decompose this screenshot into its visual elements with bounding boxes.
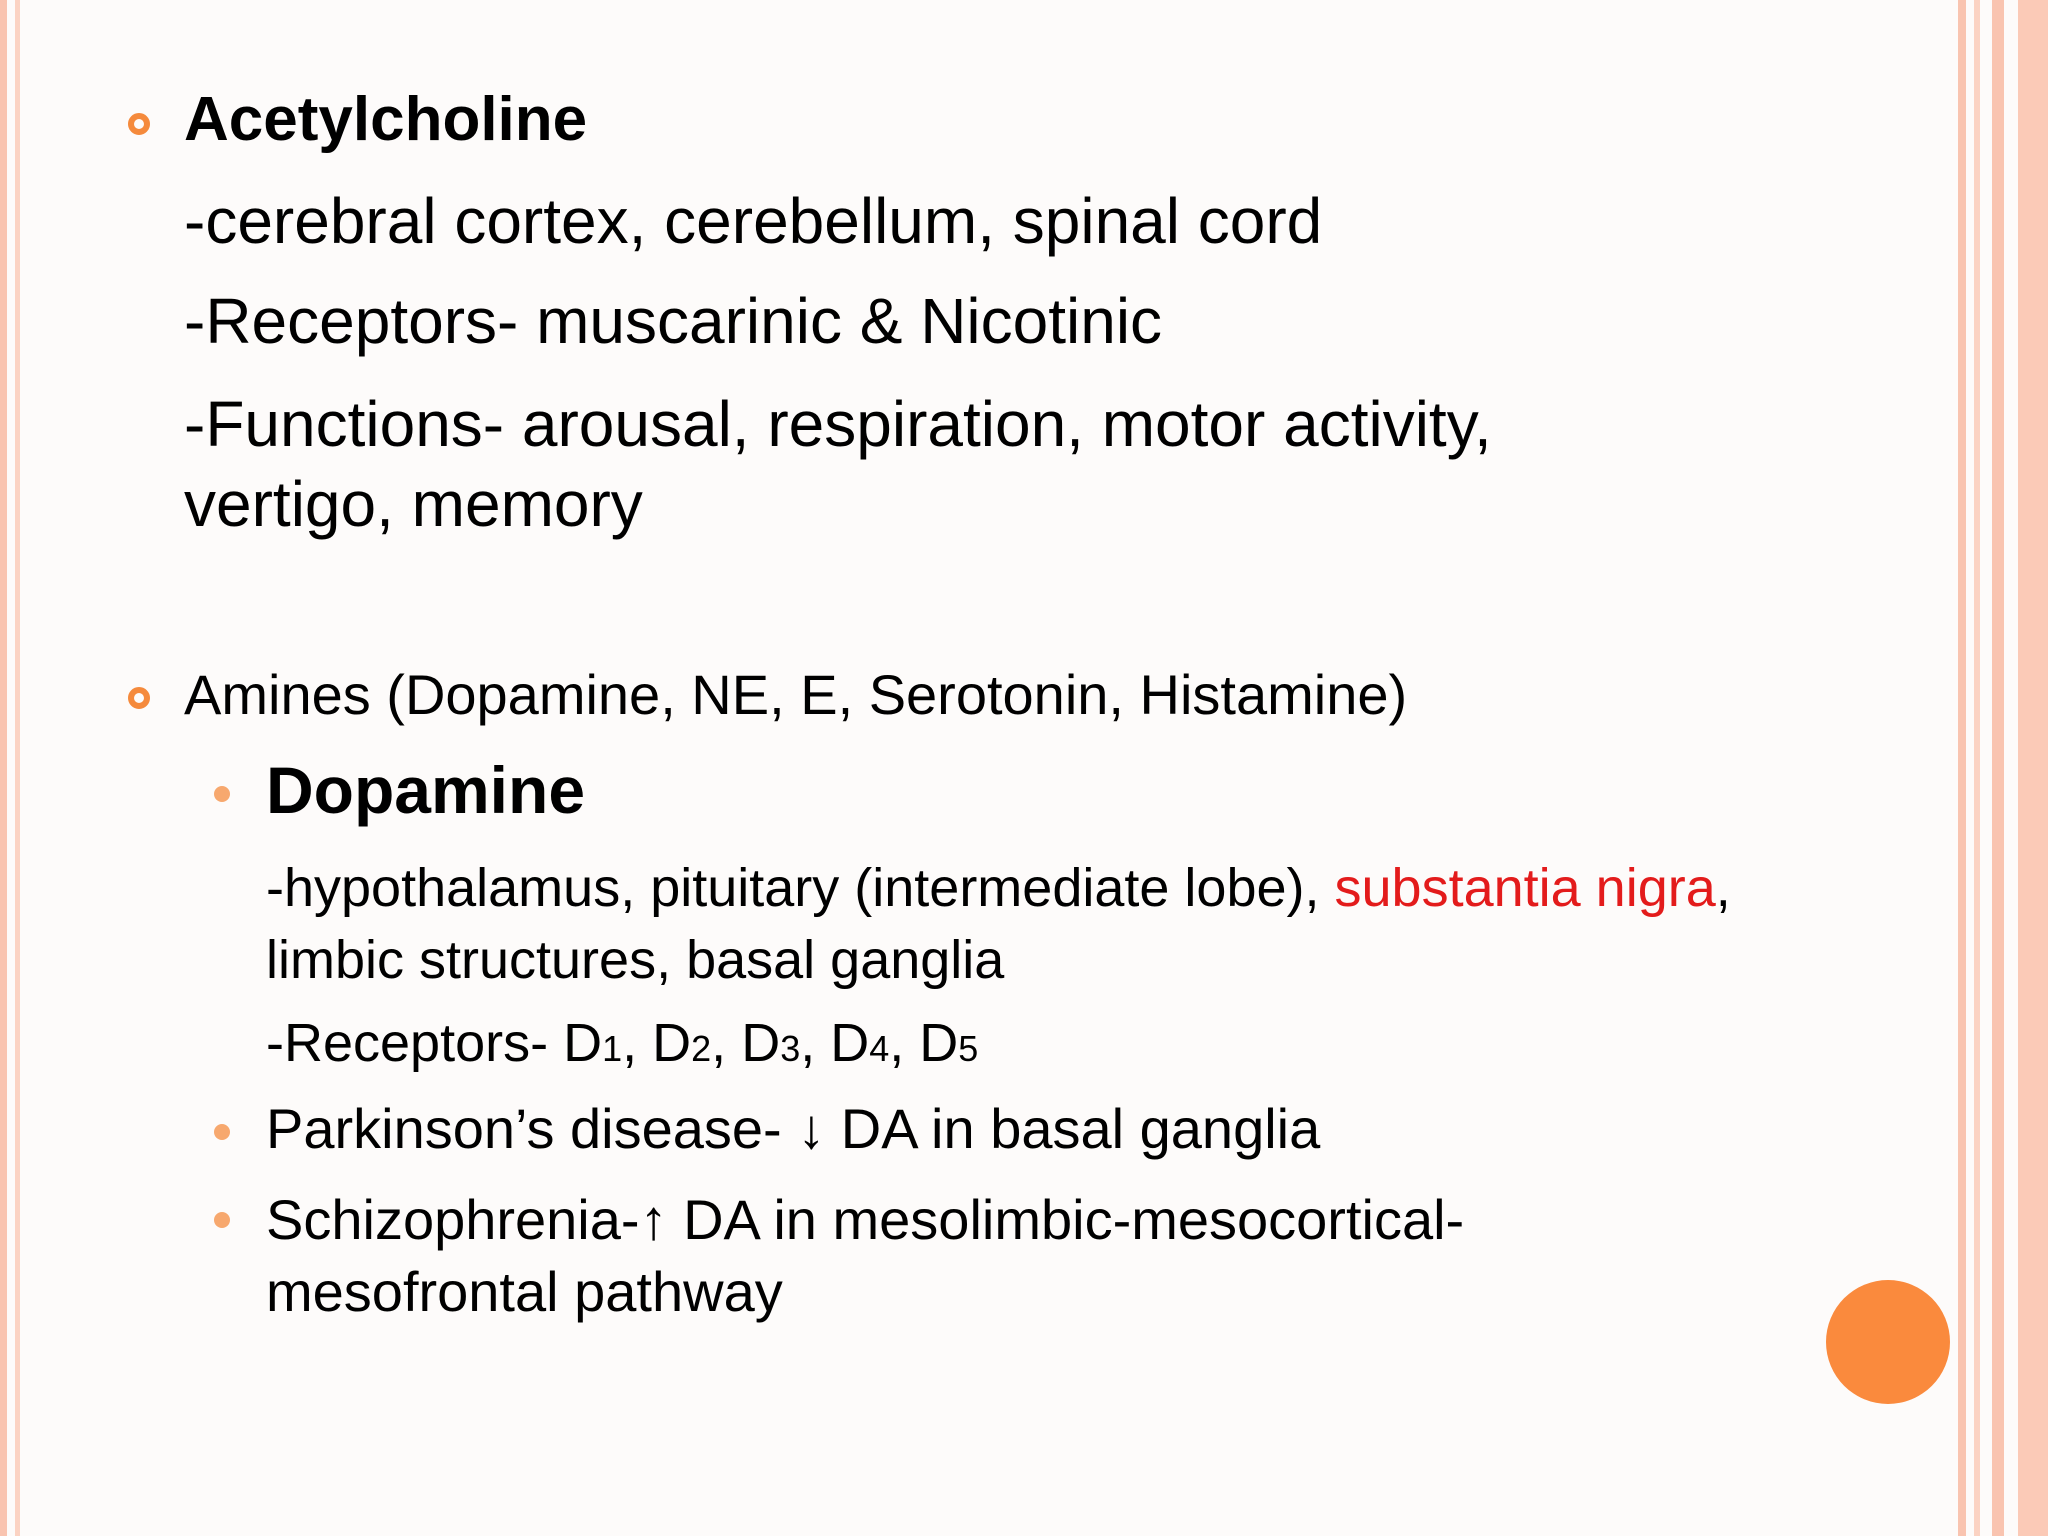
receptor-letter: D bbox=[563, 1013, 603, 1073]
right-border-stripe bbox=[1958, 0, 1966, 1536]
dot-bullet-icon bbox=[214, 786, 230, 802]
acetylcholine-locations: -cerebral cortex, cerebellum, spinal cord bbox=[184, 185, 1323, 257]
right-border-stripe bbox=[1992, 0, 2004, 1536]
substantia-nigra-highlight: substantia nigra bbox=[1334, 858, 1716, 918]
acetylcholine-receptors: -Receptors- muscarinic & Nicotinic bbox=[184, 285, 1163, 357]
dot-bullet-icon bbox=[214, 1124, 230, 1140]
parkinsons-bullet: Parkinson’s disease- ↓ DA in basal ganglia bbox=[266, 1097, 1321, 1160]
dopamine-title: Dopamine bbox=[266, 753, 586, 827]
accent-circle bbox=[1826, 1280, 1950, 1404]
schizophrenia-bullet: Schizophrenia-↑ DA in mesolimbic-mesocortical-mesofrontal pathway bbox=[266, 1188, 1465, 1323]
receptor-number: 4 bbox=[869, 1028, 890, 1069]
receptor-number: 2 bbox=[691, 1028, 712, 1069]
dot-bullet-icon bbox=[214, 1212, 230, 1228]
right-border-band bbox=[2018, 0, 2048, 1536]
receptor-letter: D bbox=[652, 1013, 692, 1073]
amines-heading: Amines (Dopamine, NE, E, Serotonin, Histamine) bbox=[184, 663, 1408, 726]
receptor-number: 1 bbox=[602, 1028, 623, 1069]
dopamine-receptors: -Receptors- D1, D2, D3, D4, D5 bbox=[266, 1013, 979, 1073]
right-border-stripe bbox=[1974, 0, 1980, 1536]
dopamine-locations-part2: , limbic structures, basal ganglia bbox=[266, 858, 1731, 990]
acetylcholine-title: Acetylcholine bbox=[184, 85, 588, 154]
dopamine-locations-part1: -hypothalamus, pituitary (intermediate lobe), bbox=[266, 858, 1335, 918]
receptor-number: 5 bbox=[958, 1028, 979, 1069]
ring-bullet-icon bbox=[128, 113, 150, 135]
receptor-letter: D bbox=[830, 1013, 870, 1073]
dopamine-locations bbox=[266, 852, 1746, 996]
acetylcholine-functions: -Functions- arousal, respiration, motor activity, vertigo, memory bbox=[184, 388, 1492, 540]
dopamine-receptors-prefix: -Receptors- bbox=[266, 1013, 564, 1073]
receptor-letter: D bbox=[741, 1013, 781, 1073]
receptor-letter: D bbox=[919, 1013, 959, 1073]
receptor-number: 3 bbox=[780, 1028, 801, 1069]
ring-bullet-icon bbox=[128, 687, 150, 709]
